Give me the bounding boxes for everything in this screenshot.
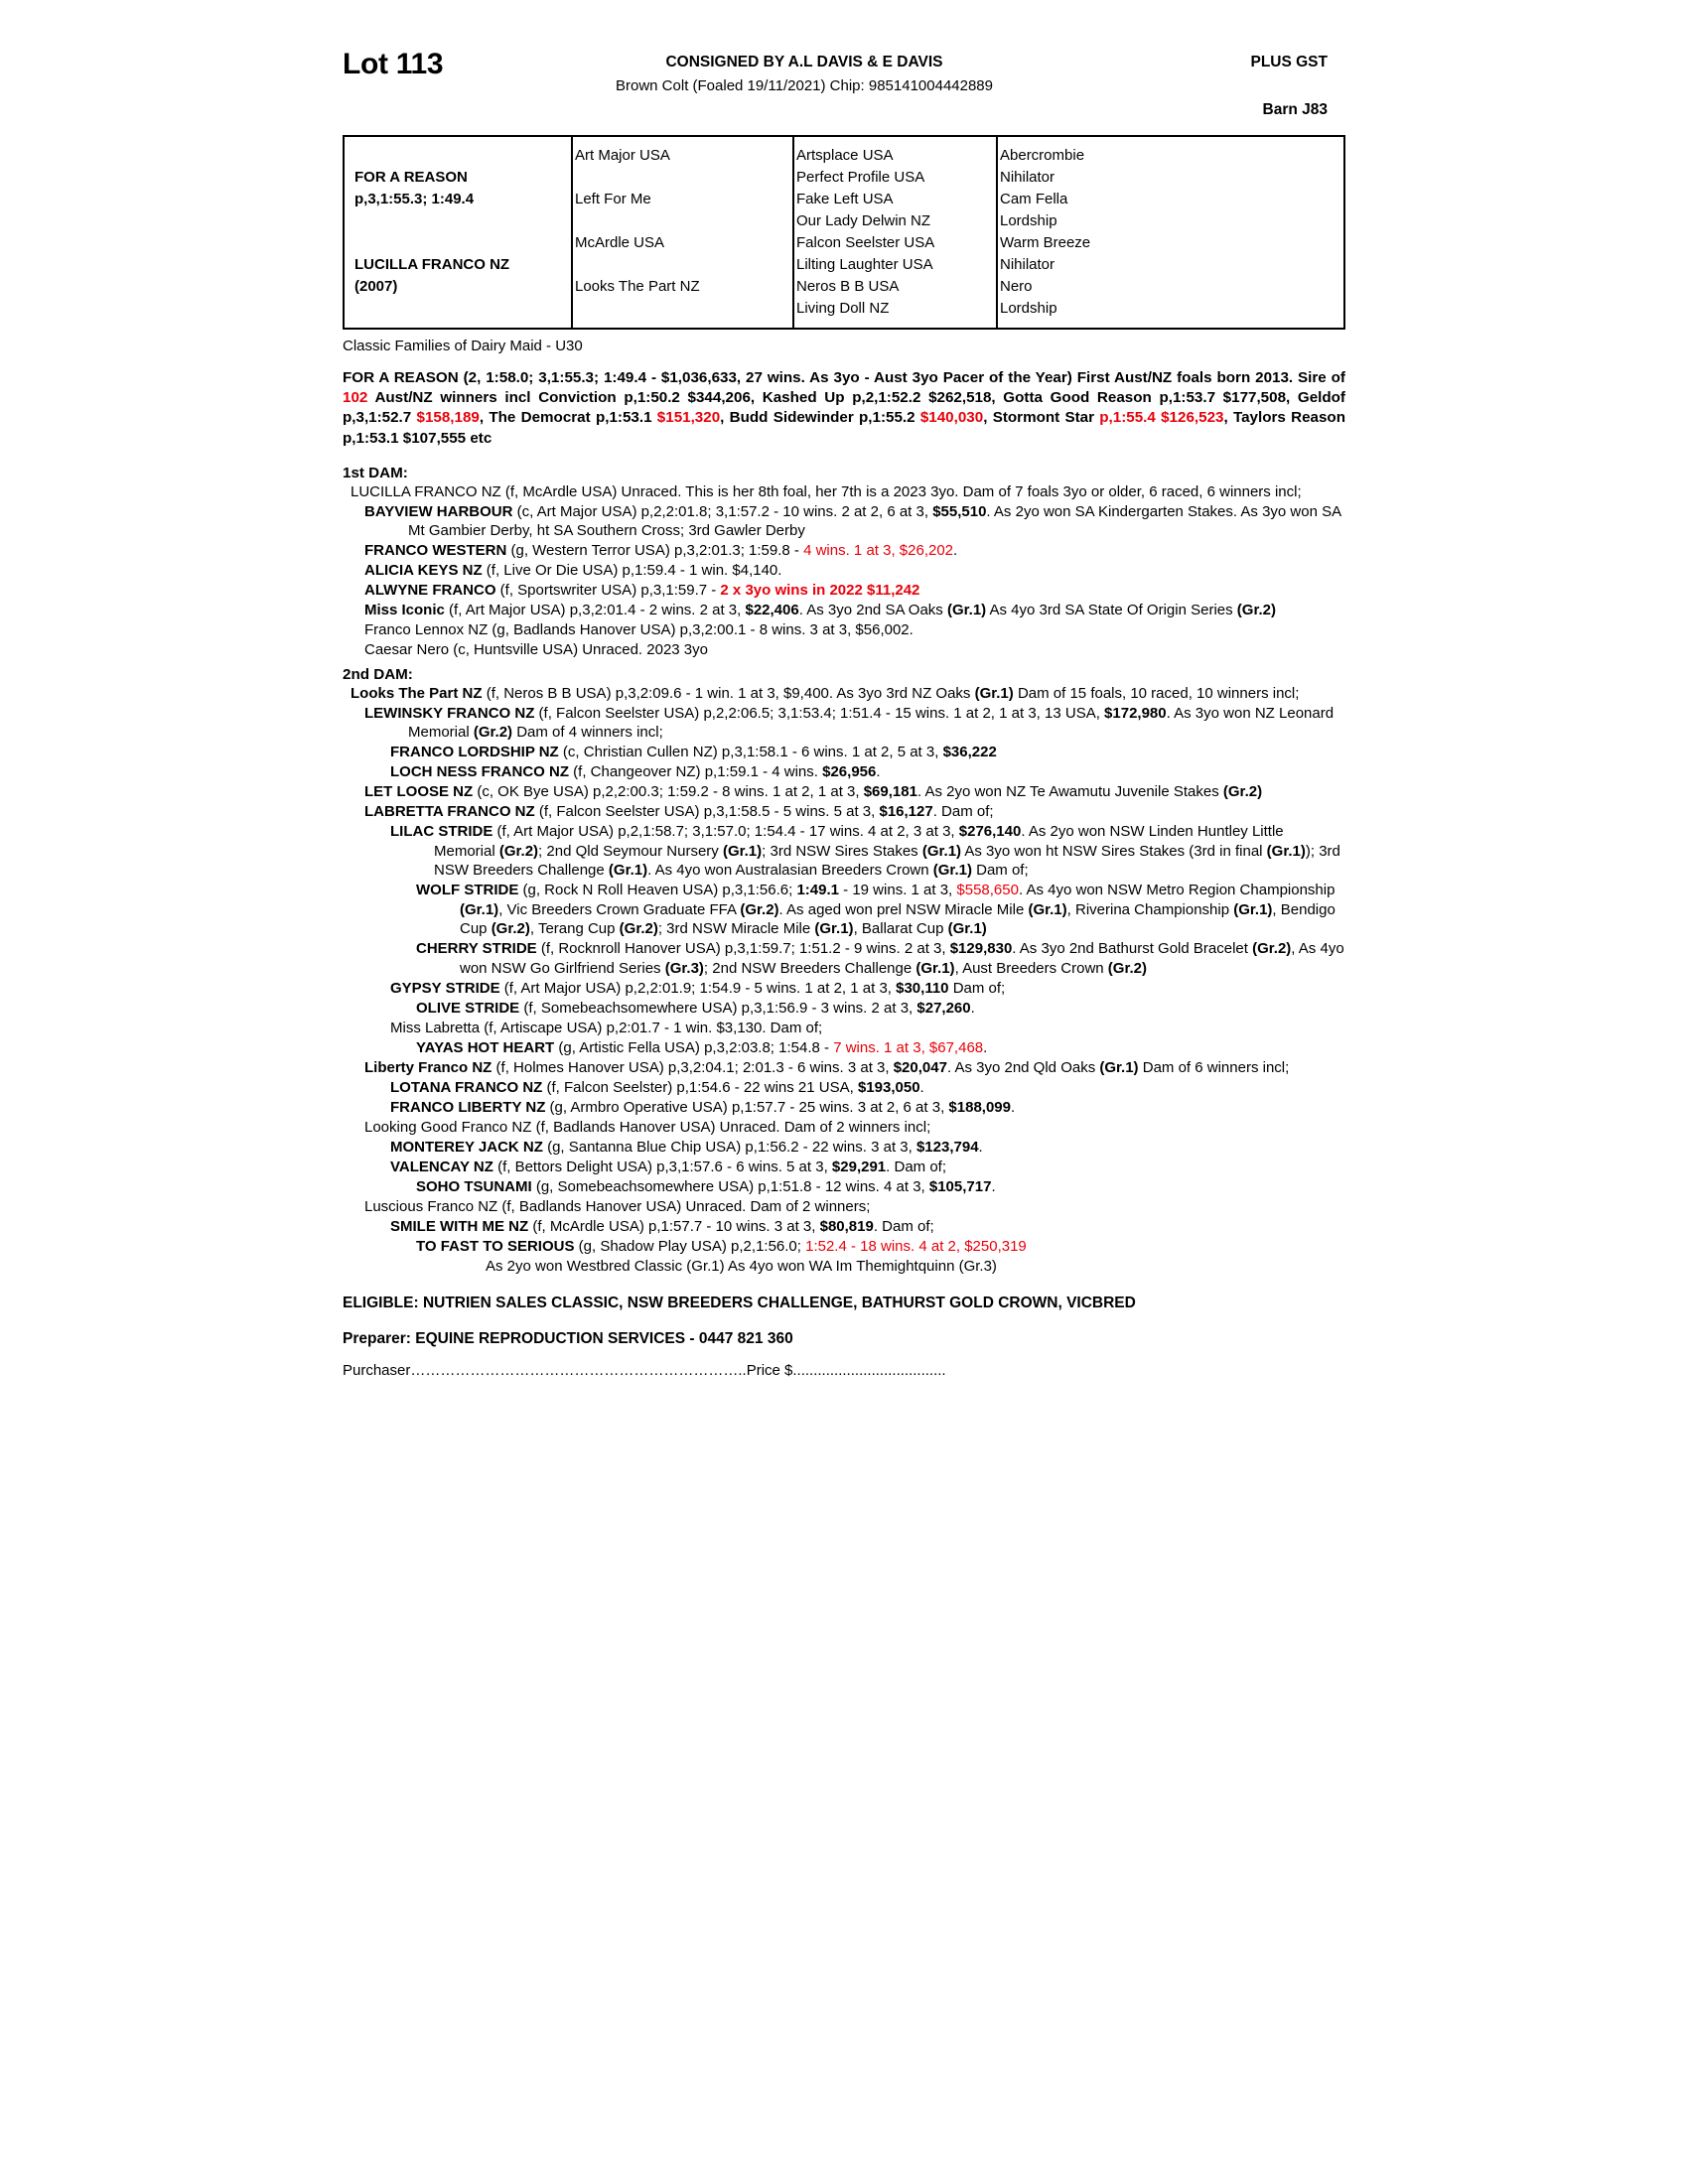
pedigree-cell: Fake Left USA [796,191,894,207]
progeny-name: MONTEREY JACK NZ [390,1138,543,1156]
progeny-text: (f, Sportswriter USA) p,3,1:59.7 - [495,582,721,600]
progeny-text-tail: . As 4yo won NSW Metro Region Championship (Gr.1), Vic Breeders Crown Graduate FFA (Gr.2). As aged won prel NSW Miracle Mile (Gr.1), Riverina Championship (Gr.1), Bendigo Cup (Gr.2), Terang Cup (Gr.2); 3rd NSW Miracle Mile (Gr.1), Ballarat Cup (Gr.1) [460,882,1336,938]
pedigree-column-great-grandparents [796,137,1000,328]
progeny-text: (f, Falcon Seelster) p,1:54.6 - 22 wins 21 USA, $193,050. [542,1078,924,1096]
progeny-text: (f, Falcon Seelster USA) p,2,2:06.5; 3,1:53.4; 1:51.4 - 15 wins. 1 at 2, 1 at 3, 13 USA, $172,980. As 3yo won NZ Leonard Memorial (Gr.2) Dam of 4 winners incl; [408,704,1335,742]
progeny-text: (g, Western Terror USA) p,3,2:01.3; 1:59.8 - [506,542,804,560]
pedigree-cell: McArdle USA [575,234,665,251]
pedigree-cell: Lilting Laughter USA [796,256,933,273]
progeny-text: Luscious Franco NZ (f, Badlands Hanover USA) Unraced. Dam of 2 winners; [364,1197,871,1215]
pedigree-column-parents [354,137,573,328]
pedigree-cell: Cam Fella [1000,191,1068,207]
progeny-name: SMILE WITH ME NZ [390,1217,529,1235]
pedigree-column-grandparents [575,137,793,328]
progeny-name: Miss Iconic [364,602,445,619]
progeny-text: (f, Somebeachsomewhere USA) p,3,1:56.9 - 3 wins. 2 at 3, $27,260. [519,999,975,1017]
sire-record: p,3,1:55.3; 1:49.4 [354,191,475,207]
first-dam-heading: 1st DAM: [343,464,408,481]
consignor-line: CONSIGNED BY A.L DAVIS & E DAVIS [665,54,943,70]
progeny-text: (f, Holmes Hanover USA) p,3,2:04.1; 2:01.3 - 6 wins. 3 at 3, $20,047. As 3yo 2nd Qld Oaks (Gr.1) Dam of 6 winners incl; [492,1058,1290,1076]
progeny-text: (f, McArdle USA) p,1:57.7 - 10 wins. 3 at 3, $80,819. Dam of; [528,1217,934,1235]
lot-number: Lot 113 [343,48,444,80]
preparer-line: Preparer: EQUINE REPRODUCTION SERVICES - 0447 821 360 [343,1330,793,1348]
progeny-entry [343,601,1345,620]
progeny-entry [343,1019,1345,1038]
progeny-name: OLIVE STRIDE [416,999,520,1017]
pedigree-cell: Our Lady Delwin NZ [796,212,931,229]
pedigree-table [343,135,1345,330]
progeny-text: (f, Rocknroll Hanover USA) p,3,1:59.7; 1:51.2 - 9 wins. 2 at 3, $129,830. As 3yo 2nd Bathurst Gold Bracelet (Gr.2), As 4yo won NSW Go Girlfriend Series (Gr.3); 2nd NSW Breeders Challenge (Gr.1), Aust Breeders Crown (Gr.2) [460,940,1344,977]
dam-name: LUCILLA FRANCO NZ [354,256,510,273]
pedigree-column-fourth-gen [1000,137,1198,328]
progeny-entry [343,743,1345,762]
second-dam-progeny-list [343,704,1345,1277]
progeny-name: LEWINSKY FRANCO NZ [364,704,535,722]
sire-text-1: FOR A REASON (2, 1:58.0; 3,1:55.3; 1:49.4 - $1,036,633, 27 wins. As 3yo - Aust 3yo Pacer of the Year) First Aust/NZ foals born 2013. Sire of [343,369,1345,386]
progeny-highlight: 4 wins. 1 at 3, $26,202 [803,542,954,560]
progeny-entry [343,640,1345,660]
progeny-entry [343,1138,1345,1158]
progeny-entry [343,1098,1345,1118]
progeny-entry [343,704,1345,743]
progeny-text: As 2yo won Westbred Classic (Gr.1) As 4yo won WA Im Themightquinn (Gr.3) [486,1257,997,1275]
progeny-entry [343,999,1345,1019]
sire-text-2: Aust/NZ winners incl Conviction p,1:50.2 $344,206, Kashed Up p,2,1:52.2 $262,518, Gotta Good Reason p,1:53.7 $177,508, Geldof p,3,1:52.7 [343,389,1345,427]
progeny-name: BAYVIEW HARBOUR [364,502,513,520]
progeny-entry [343,502,1345,541]
progeny-entry [343,979,1345,999]
progeny-name: LET LOOSE NZ [364,783,474,801]
purchaser-line: Purchaser…………………………………………………………..Price $..................................... [343,1362,946,1380]
progeny-name: TO FAST TO SERIOUS [416,1237,575,1255]
page-header [343,40,1345,131]
sire-earn-3: $140,030 [919,409,984,427]
progeny-entry [343,782,1345,802]
pedigree-cell: Perfect Profile USA [796,169,925,186]
pedigree-cell: Nihilator [1000,169,1055,186]
progeny-entry [343,1038,1345,1058]
progeny-entry [343,620,1345,640]
progeny-text-tail: . [953,542,958,560]
classic-families-line: Classic Families of Dairy Maid - U30 [343,338,583,354]
sire-earn-4: p,1:55.4 $126,523 [1099,409,1224,427]
sire-earn-1: $158,189 [416,409,480,427]
pedigree-cell: Nihilator [1000,256,1055,273]
plus-gst-label: PLUS GST [1250,54,1328,70]
pedigree-cell: Neros B B USA [796,278,900,295]
progeny-entry [343,541,1345,561]
progeny-text: (g, Shadow Play USA) p,2,1:56.0; [574,1237,806,1255]
progeny-text: (g, Rock N Roll Heaven USA) p,3,1:56.6; 1:49.1 - 19 wins. 1 at 3, [518,882,957,899]
progeny-text: (c, Art Major USA) p,2,2:01.8; 3,1:57.2 - 10 wins. 2 at 2, 6 at 3, $55,510. As 2yo won SA Kindergarten Stakes. As 3yo won SA Mt Gambier Derby, ht SA Southern Cross; 3rd Gawler Derby [408,502,1341,540]
pedigree-cell: Abercrombie [1000,147,1085,164]
pedigree-cell: Warm Breeze [1000,234,1091,251]
progeny-text: (g, Somebeachsomewhere USA) p,1:51.8 - 12 wins. 4 at 3, $105,717. [531,1177,996,1195]
progeny-name: LOCH NESS FRANCO NZ [390,763,569,781]
pedigree-cell: Lordship [1000,300,1057,317]
progeny-entry [343,1237,1345,1257]
progeny-name: ALWYNE FRANCO [364,582,496,600]
progeny-entry [343,1257,1345,1277]
progeny-entry [343,881,1345,939]
progeny-name: SOHO TSUNAMI [416,1177,532,1195]
progeny-entry [343,1177,1345,1197]
progeny-name: FRANCO WESTERN [364,542,507,560]
progeny-name: Liberty Franco NZ [364,1058,492,1076]
sire-text-4: , Budd Sidewinder p,1:55.2 [720,409,920,427]
first-dam-intro: LUCILLA FRANCO NZ (f, McArdle USA) Unraced. This is her 8th foal, her 7th is a 2023 3yo. Dam of 7 foals 3yo or older, 6 raced, 6 winners incl; [351,482,1302,500]
progeny-entry [343,762,1345,782]
pedigree-cell: Nero [1000,278,1033,295]
sire-winners-count: 102 [343,389,368,407]
progeny-text: (c, Christian Cullen NZ) p,3,1:58.1 - 6 wins. 1 at 2, 5 at 3, $36,222 [558,744,997,761]
animal-description: Brown Colt (Foaled 19/11/2021) Chip: 985141004442889 [616,77,993,94]
progeny-entry [343,939,1345,978]
first-dam-progeny-list [343,502,1345,660]
progeny-name: FRANCO LIBERTY NZ [390,1098,546,1116]
progeny-text: (g, Santanna Blue Chip USA) p,1:56.2 - 22 wins. 3 at 3, $123,794. [542,1138,983,1156]
progeny-text: (c, OK Bye USA) p,2,2:00.3; 1:59.2 - 8 wins. 1 at 2, 1 at 3, $69,181. As 2yo won NZ Te Awamutu Juvenile Stakes (Gr.2) [473,783,1263,801]
progeny-text-tail: . [983,1038,988,1056]
progeny-text: Franco Lennox NZ (g, Badlands Hanover USA) p,3,2:00.1 - 8 wins. 3 at 3, $56,002. [364,621,914,639]
progeny-highlight: $558,650 [956,882,1019,899]
sire-earn-2: $151,320 [656,409,721,427]
progeny-text: (f, Art Major USA) p,3,2:01.4 - 2 wins. 2 at 3, $22,406. As 3yo 2nd SA Oaks (Gr.1) As 4yo 3rd SA State Of Origin Series (Gr.2) [444,602,1276,619]
sire-name: FOR A REASON [354,169,468,186]
progeny-text: Caesar Nero (c, Huntsville USA) Unraced. 2023 3yo [364,641,708,659]
second-dam-intro-text: (f, Neros B B USA) p,3,2:09.6 - 1 win. 1 at 3, $9,400. As 3yo 3rd NZ Oaks (Gr.1) Dam of 15 foals, 10 raced, 10 winners incl; [482,684,1300,702]
progeny-text: (g, Artistic Fella USA) p,3,2:03.8; 1:54.8 - [554,1038,834,1056]
progeny-entry [343,1158,1345,1177]
pedigree-cell: Left For Me [575,191,651,207]
progeny-name: YAYAS HOT HEART [416,1038,555,1056]
second-dam-name: Looks The Part NZ [351,684,483,702]
progeny-entry [343,1078,1345,1098]
progeny-text: (f, Art Major USA) p,2,1:58.7; 3,1:57.0; 1:54.4 - 17 wins. 4 at 2, 3 at 3, $276,140. As 2yo won NSW Linden Huntley Little Memorial (Gr.2); 2nd Qld Seymour Nursery (Gr.1); 3rd NSW Sires Stakes (Gr.1) As 3yo won ht NSW Sires Stakes (3rd in final (Gr.1)); 3rd NSW Breeders Challenge (Gr.1). As 4yo won Australasian Breeders Crown (Gr.1) Dam of; [434,823,1340,880]
sire-text-5: , Stormont Star [983,409,1100,427]
progeny-name: LOTANA FRANCO NZ [390,1078,543,1096]
progeny-entry [343,1118,1345,1138]
progeny-entry [343,802,1345,822]
pedigree-cell: Falcon Seelster USA [796,234,935,251]
progeny-name: LILAC STRIDE [390,823,493,841]
progeny-name: GYPSY STRIDE [390,979,500,997]
eligible-line: ELIGIBLE: NUTRIEN SALES CLASSIC, NSW BREEDERS CHALLENGE, BATHURST GOLD CROWN, VICBRED [343,1295,1136,1312]
progeny-entry [343,822,1345,881]
progeny-name: FRANCO LORDSHIP NZ [390,744,559,761]
progeny-name: CHERRY STRIDE [416,940,537,958]
progeny-entry [343,561,1345,581]
second-dam-intro [343,684,1345,704]
progeny-name: ALICIA KEYS NZ [364,562,483,580]
progeny-entry [343,581,1345,601]
pedigree-cell: Lordship [1000,212,1057,229]
progeny-text: Looking Good Franco NZ (f, Badlands Hanover USA) Unraced. Dam of 2 winners incl; [364,1118,931,1136]
barn-label: Barn J83 [1262,101,1328,118]
progeny-name: LABRETTA FRANCO NZ [364,803,535,821]
second-dam-heading: 2nd DAM: [343,665,413,683]
progeny-entry [343,1197,1345,1217]
progeny-name: WOLF STRIDE [416,882,519,899]
progeny-text: (f, Live Or Die USA) p,1:59.4 - 1 win. $4,140. [482,562,782,580]
progeny-entry [343,1058,1345,1078]
sire-text-3: , The Democrat p,1:53.1 [479,409,657,427]
progeny-text: (g, Armbro Operative USA) p,1:57.7 - 25 wins. 3 at 2, 6 at 3, $188,099. [545,1098,1016,1116]
catalogue-sheet [343,40,1345,1379]
pedigree-cell: Living Doll NZ [796,300,890,317]
pedigree-cell: Art Major USA [575,147,670,164]
pedigree-cell: Artsplace USA [796,147,894,164]
progeny-highlight: 1:52.4 - 18 wins. 4 at 2, $250,319 [805,1237,1027,1255]
progeny-text: (f, Falcon Seelster USA) p,3,1:58.5 - 5 wins. 5 at 3, $16,127. Dam of; [534,803,994,821]
progeny-name: VALENCAY NZ [390,1158,493,1175]
progeny-highlight: 2 x 3yo wins in 2022 $11,242 [720,582,920,600]
sire-text-6: , Taylors Reason p,1:53.1 $107,555 etc [343,409,1345,447]
progeny-highlight: 7 wins. 1 at 3, $67,468 [833,1038,984,1056]
progeny-text: Miss Labretta (f, Artiscape USA) p,2:01.7 - 1 win. $3,130. Dam of; [390,1019,823,1036]
dam-year: (2007) [354,278,398,295]
progeny-text: (f, Bettors Delight USA) p,3,1:57.6 - 6 wins. 5 at 3, $29,291. Dam of; [492,1158,947,1175]
progeny-text: (f, Changeover NZ) p,1:59.1 - 4 wins. $26,956. [569,763,881,781]
progeny-entry [343,1217,1345,1237]
progeny-text: (f, Art Major USA) p,2,2:01.9; 1:54.9 - 5 wins. 1 at 2, 1 at 3, $30,110 Dam of; [499,979,1006,997]
sire-summary-paragraph [343,368,1345,449]
pedigree-cell: Looks The Part NZ [575,278,700,295]
